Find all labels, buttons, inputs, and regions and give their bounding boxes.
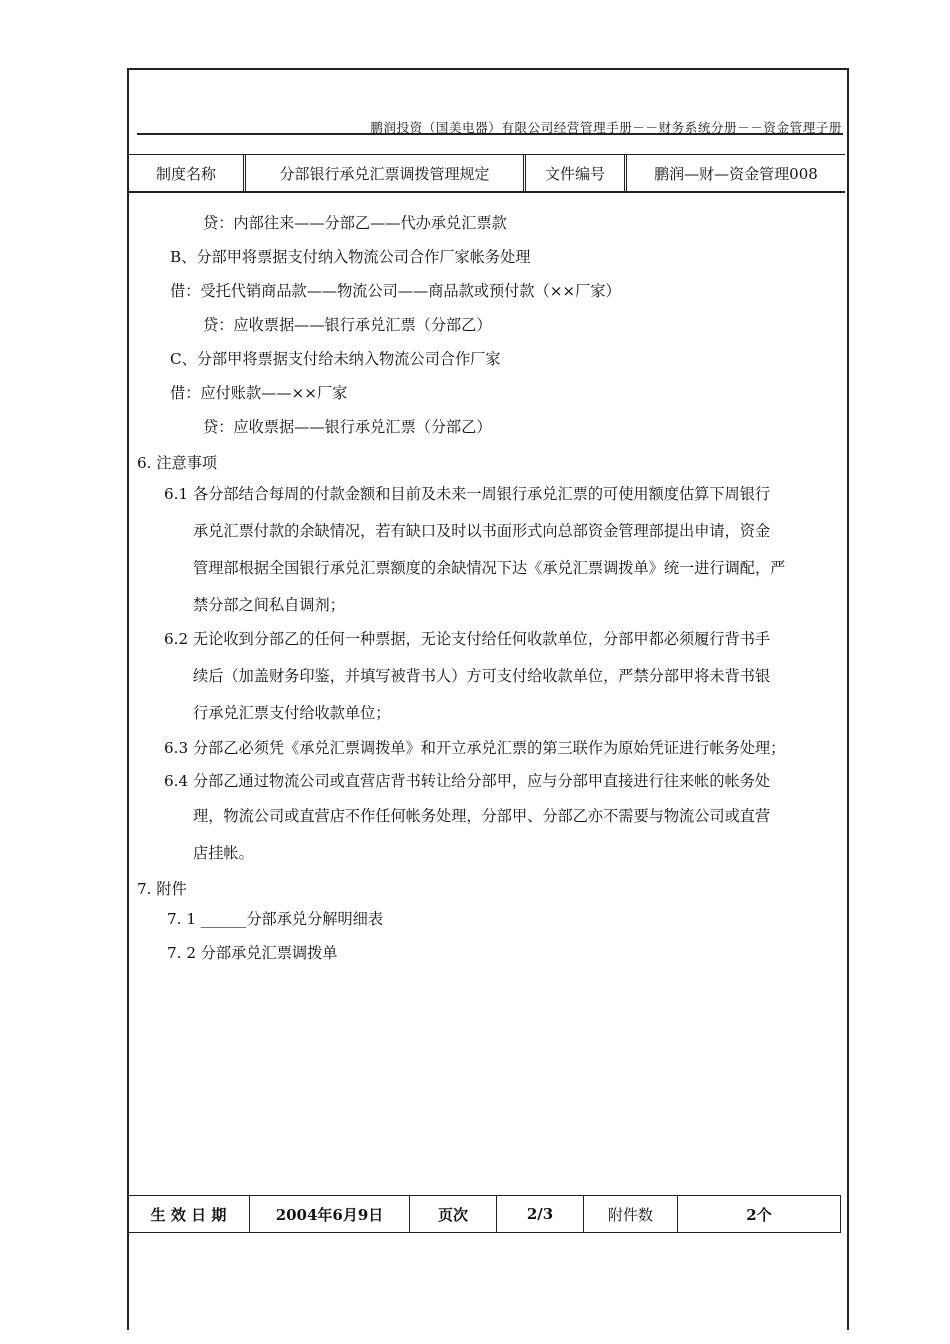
body-line: 6.2 无论收到分部乙的任何一种票据，无论支付给任何收款单位，分部甲都必须履行背书手 (164, 630, 771, 648)
body-line: 6.3 分部乙必须凭《承兑汇票调拨单》和开立承兑汇票的第三联作为原始凭证进行帐务处理； (164, 739, 786, 757)
doc-name-value: 分部银行承兑汇票调拨管理规定 (246, 155, 526, 191)
doc-code-value: 鹏润—财—资金管理008 (654, 164, 818, 183)
body-line: 续后（加盖财务印鉴，并填写被背书人）方可支付给收款单位，严禁分部甲将未背书银 (193, 667, 771, 685)
body-line: 行承兑汇票支付给收款单位； (193, 704, 391, 722)
page-label: 页次 (410, 1196, 497, 1232)
doc-code-label: 文件编号 (526, 155, 627, 191)
effective-date-label: 生 效 日 期 (128, 1196, 250, 1232)
section-heading: 6. 注意事项 (137, 454, 218, 472)
body-line: 承兑汇票付款的余缺情况，若有缺口及时以书面形式向总部资金管理部提出申请，资金 (193, 522, 771, 540)
body-line: 贷：应收票据——银行承兑汇票（分部乙） (203, 418, 492, 436)
body-line: 借：受托代销商品款——物流公司——商品款或预付款（××厂家） (170, 282, 621, 300)
body-line: 店挂帐。 (193, 844, 254, 862)
body-line: 理，物流公司或直营店不作任何帐务处理，分部甲、分部乙亦不需要与物流公司或直营 (193, 807, 771, 825)
body-line: 7. 2 分部承兑汇票调拨单 (167, 944, 338, 962)
header-rule (137, 133, 843, 135)
body-line: C、分部甲将票据支付给未纳入物流公司合作厂家 (170, 350, 501, 368)
manual-title: 鹏润投资（国美电器）有限公司经营管理手册－－财务系统分册－－资金管理子册 (370, 120, 842, 135)
effective-date-value: 2004年6月9日 (250, 1196, 410, 1232)
page-number: 2/3 (497, 1196, 584, 1232)
body-line: 贷：应收票据——银行承兑汇票（分部乙） (203, 316, 492, 334)
body-line: 管理部根据全国银行承兑汇票额度的余缺情况下达《承兑汇票调拨单》统一进行调配，严 (193, 559, 786, 577)
section-heading: 7. 附件 (137, 880, 187, 898)
footer-info-table (127, 1195, 841, 1233)
attachment-count-label: 附件数 (584, 1196, 678, 1232)
body-line: 6.4 分部乙通过物流公司或直营店背书转让给分部甲，应与分部甲直接进行往来帐的帐务处 (164, 772, 771, 790)
doc-name-label: 制度名称 (129, 155, 246, 191)
attachment-count-value: 2个 (746, 1205, 772, 1224)
body-line: 借：应付账款——××厂家 (170, 384, 348, 402)
body-line: 6.1 各分部结合每周的付款金额和目前及未来一周银行承兑汇票的可使用额度估算下周银行 (164, 485, 771, 503)
body-line: 7. 1 ______分部承兑分解明细表 (167, 910, 384, 928)
document-info-table (129, 154, 845, 193)
body-line: B、分部甲将票据支付纳入物流公司合作厂家帐务处理 (170, 248, 531, 266)
body-line: 贷：内部往来——分部乙——代办承兑汇票款 (203, 214, 507, 232)
body-line: 禁分部之间私自调剂； (193, 596, 345, 614)
